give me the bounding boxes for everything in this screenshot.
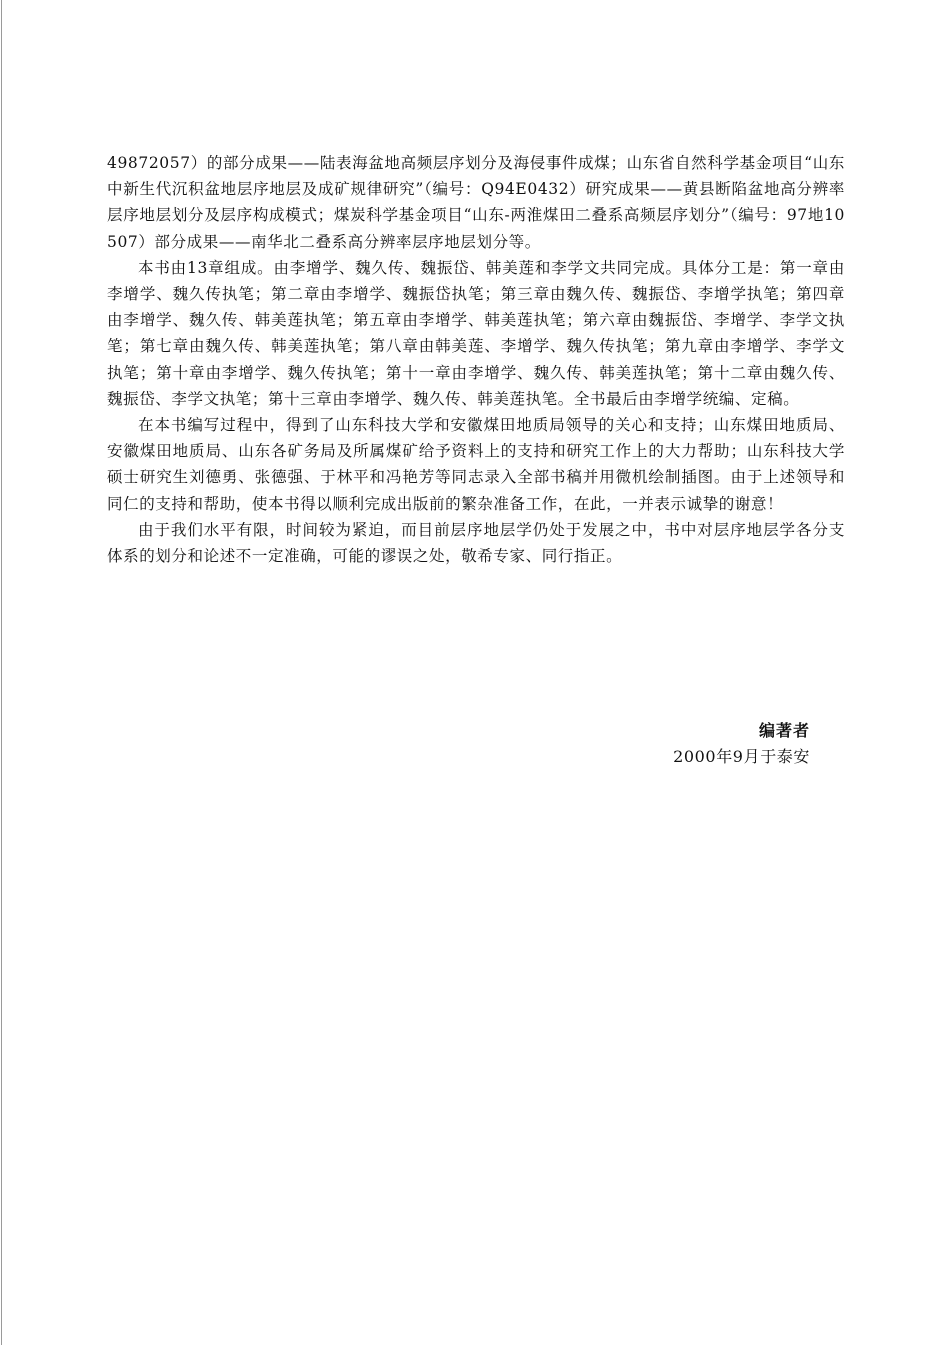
paragraph-disclaimer: 由于我们水平有限，时间较为紧迫，而目前层序地层学仍处于发展之中，书中对层序地层学各分支体系的划分和论述不一定准确，可能的谬误之处，敬希专家、同行指正。: [107, 520, 845, 566]
paragraph-acknowledgements: 在本书编写过程中，得到了山东科技大学和安徽煤田地质局领导的关心和支持；山东煤田地质局、安徽煤田地质局、山东各矿务局及所属煤矿给予资料上的支持和研究工作上的大力帮助；山东科技大学硕士研究生刘德勇、张德强、于林平和冯艳芳等同志录入全部书稿并用微机绘制插图。由于上述领导和同仁的支持和帮助，使本书得以顺利完成出版前的繁杂准备工作，在此，一并表示诚挚的谢意！: [107, 416, 845, 513]
signature-author: 编著者: [758, 721, 810, 740]
paragraph-authorship: 本书由13章组成。由李增学、魏久传、魏振岱、韩美莲和李学文共同完成。具体分工是：第一章由李增学、魏久传执笔；第二章由李增学、魏振岱执笔；第三章由魏久传、魏振岱、李增学执笔；第四章由李增学、魏久传、韩美莲执笔；第五章由李增学、韩美莲执笔；第六章由魏振岱、李增学、李学文执笔；第七章由魏久传、韩美莲执笔；第八章由韩美莲、李增学、魏久传执笔；第九章由李增学、李学文执笔；第十章由李增学、魏久传执笔；第十一章由李增学、魏久传、韩美莲执笔；第十二章由魏久传、魏振岱、李学文执笔；第十三章由李增学、魏久传、韩美莲执笔。全书最后由李增学统编、定稿。: [107, 258, 845, 408]
signature-date: 2000年9月于泰安: [673, 747, 810, 766]
page-edge-line: [1, 0, 2, 1345]
preface-body: [107, 150, 845, 569]
paragraph-continued: 49872057）的部分成果——陆表海盆地高频层序划分及海侵事件成煤；山东省自然科学基金项目“山东中新生代沉积盆地层序地层及成矿规律研究”（编号：Q94E0432）研究成果——黄县断陷盆地高分辨率层序地层划分及层序构成模式；煤炭科学基金项目“山东-两淮煤田二叠系高频层序划分”（编号：97地10507）部分成果——南华北二叠系高分辨率层序地层划分等。: [107, 154, 845, 251]
